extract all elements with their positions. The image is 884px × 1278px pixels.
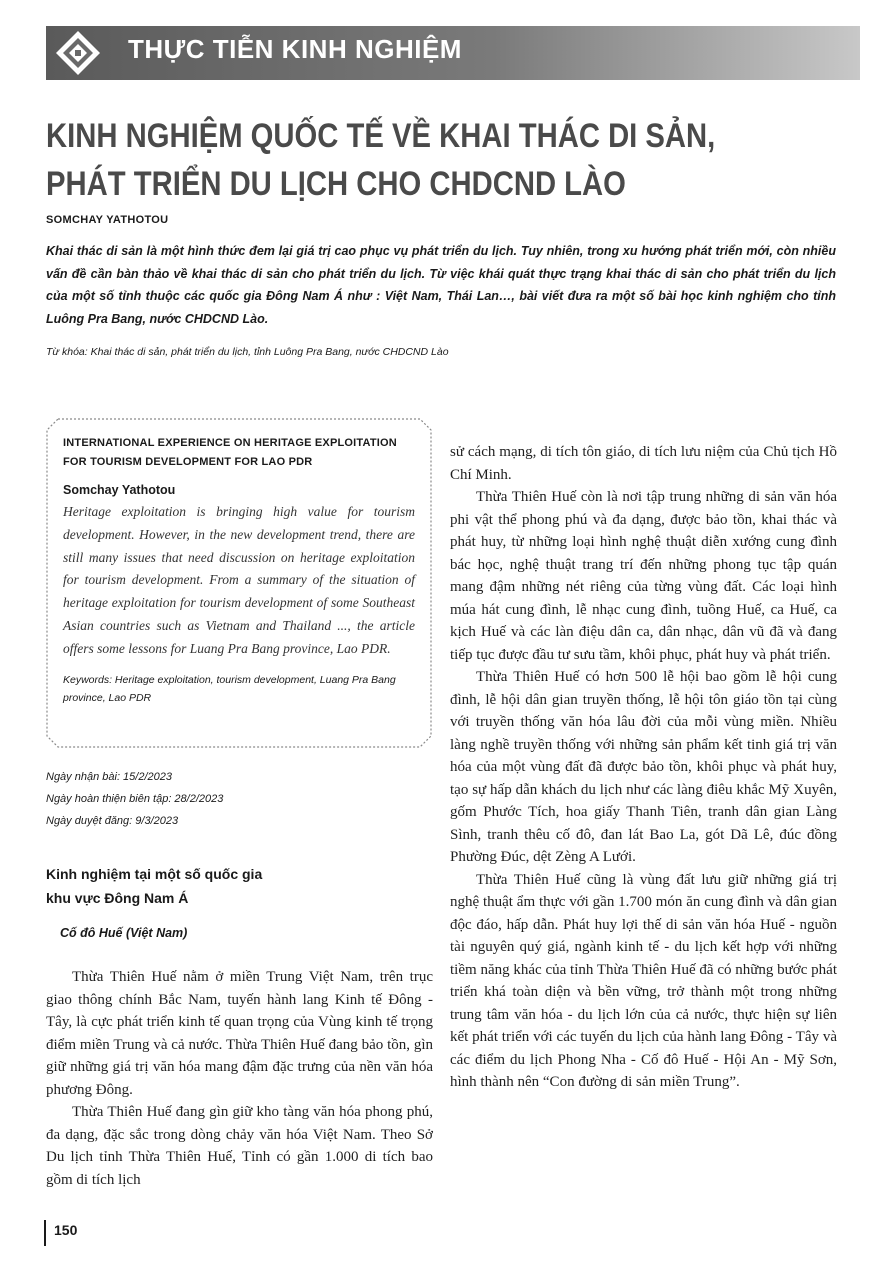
- section-heading-line-2: khu vực Đông Nam Á: [46, 890, 189, 906]
- english-title: [63, 434, 415, 472]
- english-abstract: Heritage exploitation is bringing high value for tourism development. However, in the new development trend, there are still many issues that need discussion on heritage exploitation for tourism development. From a summary of the situation of heritage exploitation for tourism development of some Southeast Asian countries such as Vietnam and Thailand ..., the article offers some lessons for Luang Pra Bang province, Lao PDR.: [63, 504, 415, 656]
- paragraph: Thừa Thiên Huế còn là nơi tập trung những di sản văn hóa phi vật thể phong phú và đa dạng, được bảo tồn, khai thác và phát huy, từ những loại hình nghệ thuật diễn xướng cung đình bác học, nghệ thuật trang trí đến những phong tục tập quán mang đậm những nét riêng của từng vùng đất. Các loại hình múa hát cung đình, lễ nhạc cung đình, tuồng Huế, ca Huế, ca kịch Huế và các làn điệu dân ca, dân nhạc, dân vũ đã và đang tiếp tục được đầu tư sưu tầm, khôi phục, phát huy và phát triển.: [450, 489, 837, 663]
- page-number: 150: [54, 1222, 78, 1238]
- subsection-heading: Cố đô Huế (Việt Nam): [60, 926, 188, 940]
- article-author: SOMCHAY YATHOTOU: [46, 214, 169, 226]
- date-received: Ngày nhận bài: 15/2/2023: [46, 771, 172, 783]
- english-abstract-box: [46, 418, 432, 748]
- date-approved: Ngày duyệt đăng: 9/3/2023: [46, 815, 179, 827]
- english-title-line-1: INTERNATIONAL EXPERIENCE ON HERITAGE EXPLOITATION: [63, 437, 397, 449]
- date-revised: Ngày hoàn thiện biên tập: 28/2/2023: [46, 793, 224, 805]
- paragraph-continued: sử cách mạng, di tích tôn giáo, di tích lưu niệm của Chủ tịch Hồ Chí Minh.: [450, 444, 837, 483]
- page-number-bar: [44, 1220, 46, 1246]
- article-keywords: Từ khóa: Khai thác di sản, phát triển du lịch, tỉnh Luông Pra Bang, nước CHDCND Lào: [46, 346, 449, 358]
- english-author: Somchay Yathotou: [63, 483, 176, 497]
- diamond-emblem-icon: [54, 29, 102, 77]
- section-heading: [46, 862, 262, 910]
- paragraph: Thừa Thiên Huế có hơn 500 lễ hội bao gồm lễ hội cung đình, lễ hội dân gian truyền thống, lễ hội tôn giáo tồn tại cùng với truyền thống văn hóa lâu đời của mỗi vùng miền. Nhiều làng nghề truyền thống với những sản phẩm kết tinh giá trị văn hóa của một vùng đất đã được bảo tồn, khôi phục và phát huy, tạo sự hấp dẫn khách du lịch như các làng điêu khắc Mỹ Xuyên, gốm Phước Tích, hoa giấy Thanh Tiên, tranh dân gian Làng Sình, tranh thêu cố đô, đan lát Bao La, gót Dã Lê, đúc đồng Phường Đúc, dệt Zèng A Lưới.: [450, 669, 837, 865]
- article-abstract: Khai thác di sản là một hình thức đem lại giá trị cao phục vụ phát triển du lịch. Tuy nhiên, trong xu hướng phát triển mới, còn nhiều vấn đề cần bàn thảo về khai thác di sản cho phát triển du lịch. Từ việc khái quát thực trạng khai thác di sản cho phát triển du lịch của một số tỉnh thuộc các quốc gia Đông Nam Á như : Việt Nam, Thái Lan…, bài viết đưa ra một số bài học kinh nghiệm cho tỉnh Luông Pra Bang, nước CHDCND Lào.: [46, 244, 836, 326]
- paragraph: Thừa Thiên Huế cũng là vùng đất lưu giữ những giá trị nghệ thuật ẩm thực với gần 1.700 món ăn cung đình và dân gian độc đáo, hấp dẫn. Phát huy lợi thế di sản văn hóa Huế - nguồn tài nguyên quý giá, ngành kinh tế - du lịch kết hợp với những tiềm năng khác của tỉnh Thừa Thiên Huế đã có những bước phát triển khá toàn diện và bền vững, trở thành một trong những trung tâm văn hóa - du lịch lớn của cả nước, thực hiện sự liên kết phát triển với các tuyến du lịch của hành lang Đông - Tây và các điểm du lịch Phong Nha - Cố đô Huế - Hội An - Mỹ Sơn, hình thành nên “Con đường di sản miền Trung”.: [450, 871, 837, 1090]
- english-title-line-2: FOR TOURISM DEVELOPMENT FOR LAO PDR: [63, 456, 313, 468]
- english-keywords: Keywords: Heritage exploitation, tourism development, Luang Pra Bang province, Lao PDR: [63, 673, 396, 704]
- article-dates: [46, 766, 223, 832]
- section-heading-line-1: Kinh nghiệm tại một số quốc gia: [46, 866, 263, 882]
- title-line-2: PHÁT TRIỂN DU LỊCH CHO CHDCND LÀO: [46, 165, 626, 203]
- article-title: [46, 112, 734, 208]
- title-line-1: KINH NGHIỆM QUỐC TẾ VỀ KHAI THÁC DI SẢN,: [46, 117, 716, 155]
- body-column-left: [46, 966, 433, 1191]
- paragraph: Thừa Thiên Huế đang gìn giữ kho tàng văn hóa phong phú, đa dạng, đặc sắc trong dòng chảy văn hóa Việt Nam. Theo Sở Du lịch tỉnh Thừa Thiên Huế, Tỉnh có gần 1.000 di tích bao gồm di tích lịch: [46, 1104, 433, 1188]
- body-column-right: [450, 441, 837, 1094]
- paragraph: Thừa Thiên Huế nằm ở miền Trung Việt Nam, trên trục giao thông chính Bắc Nam, tuyến hành lang Kinh tế Đông - Tây, là cực phát triển kinh tế quan trọng của Vùng kinh tế trọng điểm miền Trung và cả nước. Thừa Thiên Huế đang bảo tồn, gìn giữ những giá trị văn hóa mang đậm đặc trưng của nền văn hóa phương Đông.: [46, 969, 433, 1098]
- section-banner: [46, 26, 860, 80]
- section-label: THỰC TIỄN KINH NGHIỆM: [128, 34, 462, 64]
